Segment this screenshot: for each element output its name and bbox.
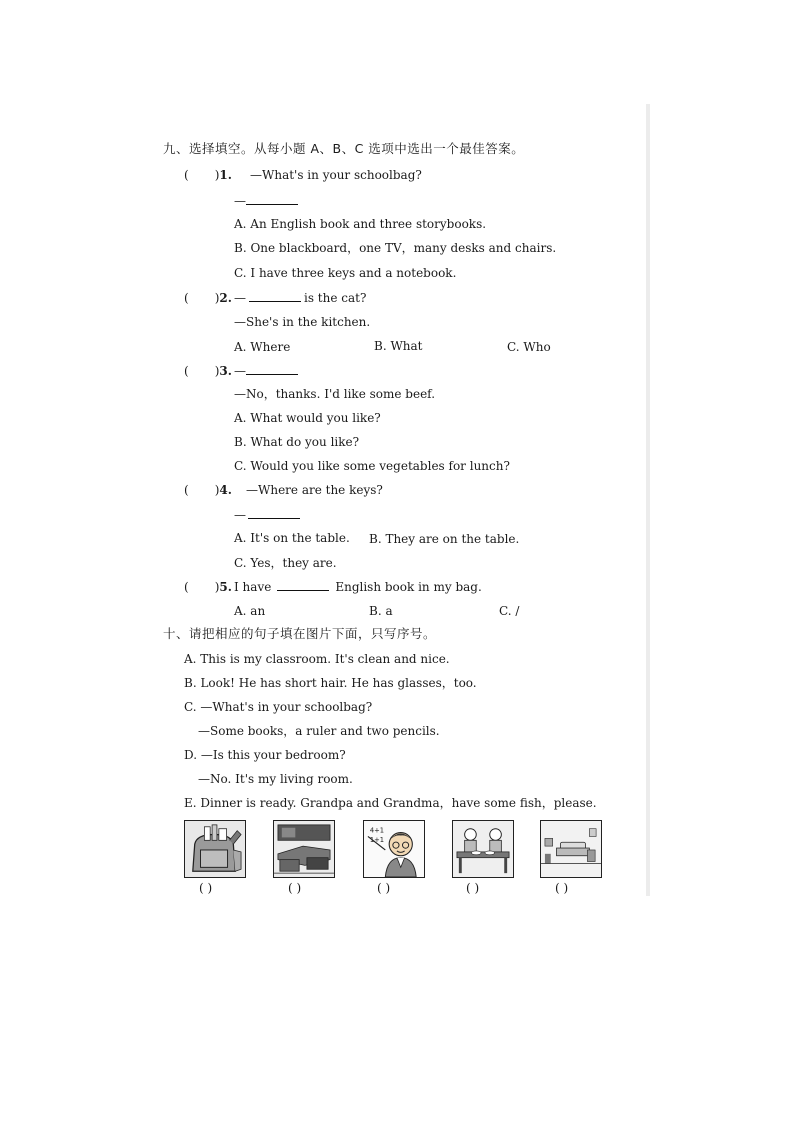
dinner-table-icon: [452, 820, 514, 878]
q5-option-c: C. /: [499, 604, 520, 618]
sentence-d-line2: —No. It's my living room.: [198, 772, 353, 786]
q3-option-c: C. Would you like some vegetables for lunch?: [234, 459, 510, 473]
svg-text:1+1: 1+1: [369, 836, 385, 845]
q5-option-b: B. a: [369, 604, 393, 618]
q2-number: 2.: [219, 291, 232, 305]
q2-blank[interactable]: [249, 291, 301, 302]
q1-line1: —What's in your schoolbag?: [250, 168, 422, 182]
q4-number: 4.: [219, 483, 232, 497]
q3-blank[interactable]: [246, 364, 298, 375]
q2-option-a: A. Where: [234, 340, 291, 354]
q3-option-b: B. What do you like?: [234, 435, 360, 449]
q4-blank[interactable]: [248, 508, 300, 519]
q2-option-b: B. What: [374, 339, 423, 353]
q5-option-a: A. an: [234, 604, 266, 618]
svg-text:4+1: 4+1: [369, 826, 385, 835]
q3-option-a: A. What would you like?: [234, 411, 381, 425]
q4-option-c: C. Yes，they are.: [234, 556, 337, 570]
q1-blank[interactable]: [246, 194, 298, 205]
sentence-e: E. Dinner is ready. Grandpa and Grandma，have some fish，please.: [184, 796, 597, 810]
living-room-icon: [540, 820, 602, 878]
teacher-boy-icon: [363, 820, 425, 878]
picture-1-answer[interactable]: ( ): [199, 881, 213, 895]
section-10-title: 十、请把相应的句子填在图片下面，只写序号。: [163, 626, 437, 641]
q1-option-a: A. An English book and three storybooks.: [234, 217, 487, 231]
q2-line2: —She's in the kitchen.: [234, 315, 371, 329]
q1-option-b: B. One blackboard，one TV，many desks and chairs.: [234, 241, 557, 255]
q3-answer-bracket[interactable]: ( )3.: [184, 364, 232, 378]
sentence-a: A. This is my classroom. It's clean and nice.: [184, 652, 450, 666]
sentence-d-line1: D. —Is this your bedroom?: [184, 748, 346, 762]
classroom-icon: [273, 820, 335, 878]
q3-line1: —: [234, 364, 301, 378]
q5-answer-bracket[interactable]: ( )5.: [184, 580, 232, 594]
picture-3-answer[interactable]: ( ): [377, 881, 391, 895]
q2-answer-bracket[interactable]: ( )2.: [184, 291, 232, 305]
section-9-title: 九、选择填空。从每小题 A、B、C 选项中选出一个最佳答案。: [163, 141, 525, 156]
q1-number: 1.: [219, 168, 232, 182]
q3-line2: —No，thanks. I'd like some beef.: [234, 387, 436, 401]
picture-4-answer[interactable]: ( ): [466, 881, 480, 895]
q5-line1: I have English book in my bag.: [234, 580, 482, 594]
q2-option-c: C. Who: [507, 340, 551, 354]
q1-option-c: C. I have three keys and a notebook.: [234, 266, 457, 280]
q1-line2: —: [234, 194, 301, 208]
q1-answer-bracket[interactable]: ( )1.: [184, 168, 232, 182]
q3-number: 3.: [219, 364, 232, 378]
q4-option-a: A. It's on the table.: [234, 531, 350, 545]
q4-line1: —Where are the keys?: [246, 483, 383, 497]
picture-5-answer[interactable]: ( ): [555, 881, 569, 895]
q4-line2: —: [234, 508, 303, 522]
q4-option-b: B. They are on the table.: [369, 532, 520, 546]
schoolbag-icon: [184, 820, 246, 878]
q4-answer-bracket[interactable]: ( )4.: [184, 483, 232, 497]
sentence-b: B. Look! He has short hair. He has glasses，too.: [184, 676, 477, 690]
picture-2-answer[interactable]: ( ): [288, 881, 302, 895]
q5-number: 5.: [219, 580, 232, 594]
page-edge-shadow: [646, 104, 650, 896]
q5-blank[interactable]: [277, 580, 329, 591]
sentence-c-line2: —Some books，a ruler and two pencils.: [198, 724, 440, 738]
q2-line1: — is the cat?: [234, 291, 367, 305]
sentence-c-line1: C. —What's in your schoolbag?: [184, 700, 373, 714]
